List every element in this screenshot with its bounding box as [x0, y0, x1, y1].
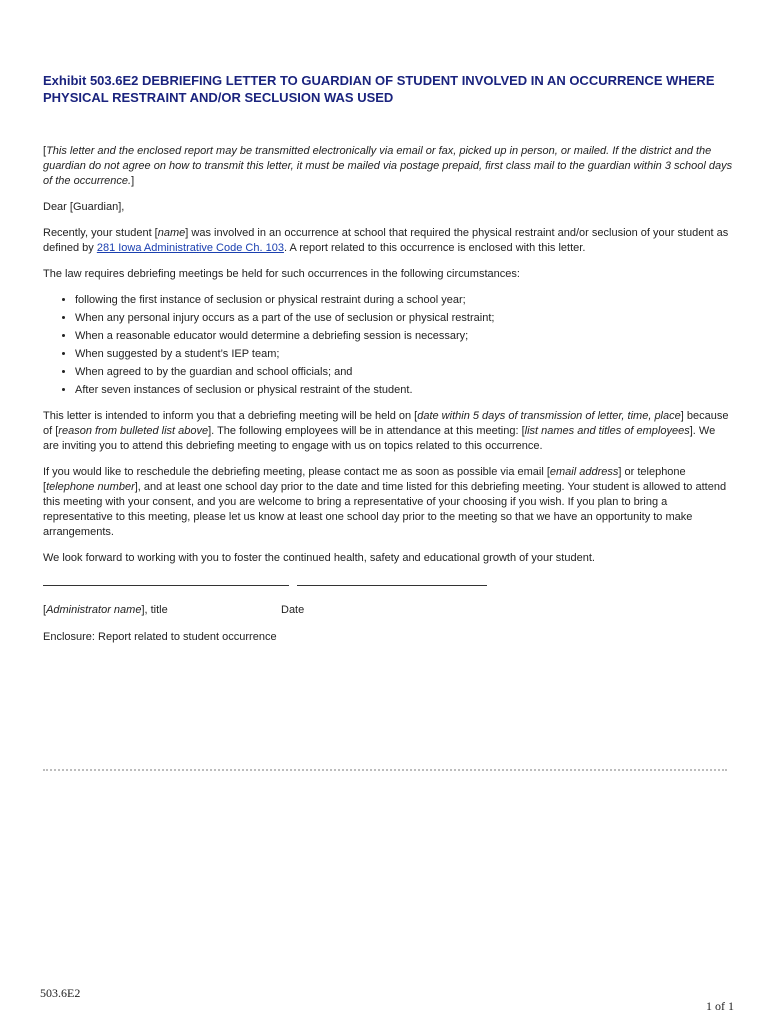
- page-number: 1 of 1: [706, 999, 734, 1013]
- para2-text-d: ]. We are inviting you to attend this debriefing meeting to engage with us on topics related to this occurrence.: [43, 425, 716, 452]
- signature-lines: [43, 577, 733, 593]
- para3-text-c: ], and at least one school day prior to the date and time listed for this debriefing meeting. Your student is allowed to attend this meeting with your consent, and you are welcome to bring a representative of your choosing if you wish. If you plan to bring a representative to this meeting, please let us know at least one school day prior to the meeting so that we have an opportunity to make arrangements.: [43, 481, 727, 538]
- telephone-field: telephone number: [46, 481, 135, 493]
- para3-text-a: If you would like to reschedule the debriefing meeting, please contact me as soon as possible via email [: [43, 466, 550, 478]
- list-item: • When suggested by a student’s IEP team;: [75, 347, 733, 362]
- para1-text-a: Recently, your student [: [43, 227, 158, 239]
- paragraph-occurrence: [43, 226, 733, 256]
- administrator-name-field: Administrator name: [46, 604, 142, 616]
- para2-text-c: ]. The following employees will be in attendance at this meeting: [: [208, 425, 525, 437]
- intro-note: [This letter and the enclosed report may be transmitted electronically via email or fax, picked up in person, or mailed. If the district and the guardian do not agree on how to transmit this letter, it must be mailed via postage prepaid, first class mail to the guardian within 3 school days of the occurrence.]: [43, 145, 733, 187]
- iowa-code-link[interactable]: 281 Iowa Administrative Code Ch. 103: [96, 242, 284, 254]
- para2-text-a: This letter is intended to inform you that a debriefing meeting will be held on [: [43, 410, 418, 422]
- student-name-field: name: [157, 227, 186, 239]
- administrator-label: [Administrator name], title: [43, 604, 168, 616]
- law-intro: The law requires debriefing meetings be held for such occurrences in the following circumstances:: [43, 268, 520, 280]
- letter-body: [43, 144, 733, 656]
- salutation: Dear [Guardian],: [43, 201, 125, 213]
- closing: We look forward to working with you to foster the continued health, safety and educational growth of your student.: [43, 552, 595, 564]
- footer-code: 503.6E2: [40, 986, 81, 1000]
- list-item: • After seven instances of seclusion or physical restraint of the student.: [75, 383, 733, 398]
- para2-text-b: ] because of [: [43, 410, 729, 437]
- meeting-date-field: date within 5 days of transmission of letter, time, place: [417, 410, 681, 422]
- document-title: Exhibit 503.6E2 DEBRIEFING LETTER TO GUARDIAN OF STUDENT INVOLVED IN AN OCCURRENCE WHERE PHYSICAL RESTRAINT AND/OR SECLUSION WAS USED: [43, 73, 715, 105]
- list-item: • When a reasonable educator would determine a debriefing session is necessary;: [75, 329, 733, 344]
- employees-field: list names and titles of employees: [524, 425, 690, 437]
- list-item: • When any personal injury occurs as a part of the use of seclusion or physical restraint;: [75, 311, 733, 326]
- paragraph-meeting: [43, 409, 733, 454]
- date-label: Date: [281, 604, 305, 616]
- list-item: • When agreed to by the guardian and school officials; and: [75, 365, 733, 380]
- signature-line: [43, 585, 289, 586]
- page-divider: [43, 769, 727, 771]
- para1-text-b: ] was involved in an occurrence at school that required the physical restraint and/or seclusion of your student as defined by: [43, 227, 729, 254]
- date-line: [297, 585, 487, 586]
- list-item: • following the first instance of seclusion or physical restraint during a school year;: [75, 293, 733, 308]
- para3-text-b: ] or telephone [: [43, 466, 686, 493]
- circumstances-list: [43, 293, 733, 398]
- title-suffix: ], title: [141, 604, 168, 616]
- reason-field: reason from bulleted list above: [58, 425, 209, 437]
- para1-text-c: . A report related to this occurrence is enclosed with this letter.: [283, 242, 586, 254]
- intro-note-text: This letter and the enclosed report may be transmitted electronically via email or fax, picked up in person, or mailed. If the district and the guardian do not agree on how to transmit this letter, it must be mailed via postage prepaid, first class mail to the guardian within 3 school days of the occurrence.: [43, 145, 733, 187]
- enclosure: Enclosure: Report related to student occurrence: [43, 631, 277, 643]
- email-field: email address: [549, 466, 619, 478]
- paragraph-reschedule: [43, 465, 733, 540]
- signature-labels: [43, 603, 733, 618]
